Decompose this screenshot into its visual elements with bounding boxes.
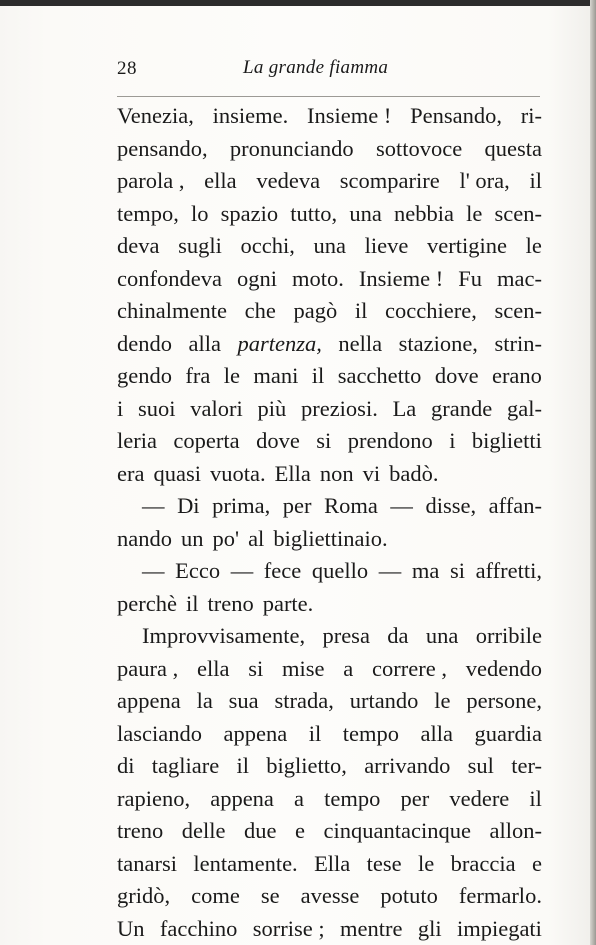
word: perchè	[117, 590, 177, 616]
word: Un	[117, 915, 145, 941]
word: tutto,	[290, 200, 338, 226]
word: Insieme !	[306, 103, 392, 128]
word: treno	[117, 818, 164, 843]
text-line	[117, 653, 542, 686]
word: nebbia	[393, 200, 454, 226]
text-line	[117, 783, 542, 816]
word: mise	[282, 655, 325, 681]
page-number: 28	[117, 58, 137, 79]
text-line	[117, 620, 542, 653]
text-line	[117, 523, 542, 556]
word: disse,	[425, 493, 477, 518]
word: che	[244, 298, 276, 323]
word: ella	[196, 655, 230, 681]
word: lentamente.	[193, 850, 298, 876]
word: Improvvisamente,	[142, 623, 306, 648]
word: cinquantacinque	[323, 818, 471, 843]
word: strada,	[274, 688, 334, 713]
word: scen-	[494, 298, 542, 323]
text-line	[117, 393, 542, 426]
word: il	[354, 298, 368, 323]
word: si	[449, 558, 465, 583]
word: braccia	[450, 850, 516, 876]
word: due	[244, 818, 277, 843]
scan-top-edge	[0, 0, 596, 6]
word: i	[117, 395, 124, 421]
word: allon-	[489, 818, 542, 843]
word: le	[525, 233, 542, 258]
word: —	[230, 558, 254, 583]
word: alla	[420, 720, 453, 746]
word: i	[449, 428, 456, 453]
word: —	[390, 493, 413, 518]
word: dove	[434, 363, 479, 388]
word: quasi	[153, 460, 201, 486]
text-line	[117, 328, 542, 361]
word: nella	[338, 330, 383, 356]
word: strin-	[494, 330, 542, 356]
word: vi	[362, 460, 381, 486]
word: fra	[185, 363, 211, 388]
word: ter-	[511, 753, 542, 778]
text-line	[117, 718, 542, 751]
word: sul	[467, 753, 494, 778]
word: e	[295, 818, 306, 843]
word: non	[319, 460, 354, 486]
word: dendo	[117, 330, 172, 356]
word: confondeva	[117, 265, 222, 291]
text-line	[117, 360, 542, 393]
word: mani	[253, 363, 299, 388]
word: leria	[117, 428, 157, 453]
text-line	[117, 263, 542, 296]
word: appena	[223, 720, 288, 746]
word: per	[400, 785, 430, 811]
word: le	[466, 200, 483, 226]
word: insieme.	[212, 103, 289, 128]
word: potuto	[380, 883, 438, 908]
word: pronunciando	[229, 135, 354, 161]
word: parte.	[262, 590, 314, 616]
word: e	[531, 850, 542, 876]
word: il	[308, 720, 322, 746]
word: partenza,	[237, 330, 322, 356]
word: grande	[431, 395, 493, 421]
word: nando	[117, 525, 172, 551]
text-line	[117, 165, 542, 198]
word: moto.	[291, 265, 344, 291]
word: —	[378, 558, 402, 583]
word: rapieno,	[117, 785, 191, 811]
word: le	[223, 363, 241, 388]
word: tempo	[342, 720, 399, 746]
word: fermarlo.	[458, 883, 542, 908]
word: sua	[228, 688, 259, 713]
word: le	[434, 688, 451, 713]
word: gridò,	[117, 883, 171, 908]
word: mac-	[496, 265, 542, 291]
word: ogni	[236, 265, 277, 291]
word: pensando,	[117, 135, 208, 161]
word: Di	[177, 493, 200, 518]
text-line	[117, 458, 542, 491]
text-line	[117, 588, 542, 621]
word: Roma	[324, 493, 378, 518]
word: tese	[366, 850, 402, 876]
word: gal-	[506, 395, 542, 421]
word: se	[260, 883, 280, 908]
word: stazione,	[398, 330, 478, 356]
word: tempo,	[117, 200, 179, 226]
word: facchino	[159, 915, 238, 941]
word: alla	[188, 330, 221, 356]
word: correre ,	[372, 655, 447, 681]
word: una	[349, 200, 382, 226]
word: più	[257, 395, 287, 421]
word: erano	[491, 363, 542, 388]
running-title: La grande fiamma	[243, 57, 389, 78]
word: Pensando,	[410, 103, 502, 128]
word: di	[117, 753, 135, 778]
word: vedeva	[256, 168, 321, 193]
word: al	[248, 525, 265, 551]
word: tanarsi	[117, 850, 177, 876]
word: a	[294, 785, 305, 811]
word: Fu	[458, 265, 482, 291]
text-line	[117, 100, 542, 133]
word: l' ora,	[459, 168, 510, 193]
word: ma	[411, 558, 440, 583]
word: si	[248, 655, 264, 681]
word: prima,	[212, 493, 271, 518]
word: prendono	[347, 428, 433, 453]
word: Ecco	[175, 558, 221, 583]
word: Ella	[314, 850, 351, 876]
word: biglietto,	[266, 753, 347, 778]
word: cocchiere,	[385, 298, 477, 323]
word: treno	[207, 590, 254, 616]
word: tempo	[324, 785, 381, 811]
word: avesse	[300, 883, 360, 908]
word: spazio	[220, 200, 279, 226]
word: bigliettinaio.	[273, 525, 388, 551]
header-rule	[117, 96, 540, 97]
word: vedendo	[465, 655, 542, 681]
word: gendo	[117, 363, 172, 388]
word: guardia	[474, 720, 542, 746]
word: preziosi.	[300, 395, 378, 421]
word: mentre	[339, 915, 403, 941]
word: urtando	[349, 688, 419, 713]
word: coperta	[173, 428, 240, 453]
word: arrivando	[364, 753, 451, 778]
text-line	[117, 133, 542, 166]
word: po'	[212, 525, 240, 551]
word: orribile	[475, 623, 542, 648]
word: impiegati	[456, 915, 542, 941]
word: pagò	[293, 298, 338, 323]
word: la	[196, 688, 213, 713]
word: il	[185, 590, 199, 616]
text-line	[117, 815, 542, 848]
word: occhi,	[240, 233, 295, 258]
text-line	[117, 685, 542, 718]
text-line	[117, 848, 542, 881]
word: deva	[117, 233, 160, 258]
body-text	[117, 100, 542, 945]
text-line	[117, 230, 542, 263]
word: dove	[256, 428, 300, 453]
word: un	[181, 525, 204, 551]
word: biglietti	[471, 428, 542, 453]
word: il	[311, 363, 325, 388]
word: persone,	[466, 688, 542, 713]
word: affretti,	[475, 558, 542, 583]
text-line	[117, 880, 542, 913]
text-line	[117, 425, 542, 458]
word: sacchetto	[337, 363, 422, 388]
word: valori	[190, 395, 243, 421]
word: era	[117, 460, 145, 486]
text-line	[117, 295, 542, 328]
word: a	[343, 655, 354, 681]
word: fece	[263, 558, 302, 583]
word: delle	[181, 818, 226, 843]
word: presa	[322, 623, 370, 648]
word: questa	[484, 135, 542, 161]
word: appena	[210, 785, 274, 811]
text-line	[117, 490, 542, 523]
word: quello	[311, 558, 369, 583]
word: si	[316, 428, 332, 453]
text-line	[117, 913, 542, 945]
word: scomparire	[339, 168, 440, 193]
word: parola ,	[117, 168, 185, 193]
word: vertigine	[427, 233, 508, 258]
text-line	[117, 555, 542, 588]
word: sottovoce	[375, 135, 463, 161]
word: lieve	[364, 233, 409, 258]
word: gli	[417, 915, 442, 941]
word: scen-	[494, 200, 542, 226]
word: —	[142, 493, 165, 518]
word: lasciando	[117, 720, 202, 746]
word: Insieme !	[358, 265, 444, 291]
word: sorrise ;	[252, 915, 325, 941]
word: il	[529, 168, 542, 193]
word: badò.	[389, 460, 439, 486]
word: vuota.	[209, 460, 266, 486]
word: una	[425, 623, 459, 648]
text-line	[117, 198, 542, 231]
word: sugli	[178, 233, 222, 258]
word: come	[191, 883, 240, 908]
word: La	[392, 395, 417, 421]
word: ri-	[520, 103, 542, 128]
word: per	[282, 493, 312, 518]
word: —	[142, 558, 165, 583]
scan-right-edge	[590, 0, 596, 945]
word: chinalmente	[117, 298, 227, 323]
word: vedere	[449, 785, 510, 811]
text-line	[117, 750, 542, 783]
word: lo	[191, 200, 209, 226]
word: il	[236, 753, 250, 778]
word: Venezia,	[117, 103, 194, 128]
word: una	[313, 233, 347, 258]
word: ella	[204, 168, 237, 193]
word: affan-	[488, 493, 542, 518]
word: il	[529, 785, 542, 811]
word: paura ,	[117, 655, 179, 681]
word: da	[387, 623, 409, 648]
word: tagliare	[151, 753, 220, 778]
word: le	[418, 850, 435, 876]
word: Ella	[274, 460, 311, 486]
word: suoi	[138, 395, 176, 421]
word: appena	[117, 688, 181, 713]
